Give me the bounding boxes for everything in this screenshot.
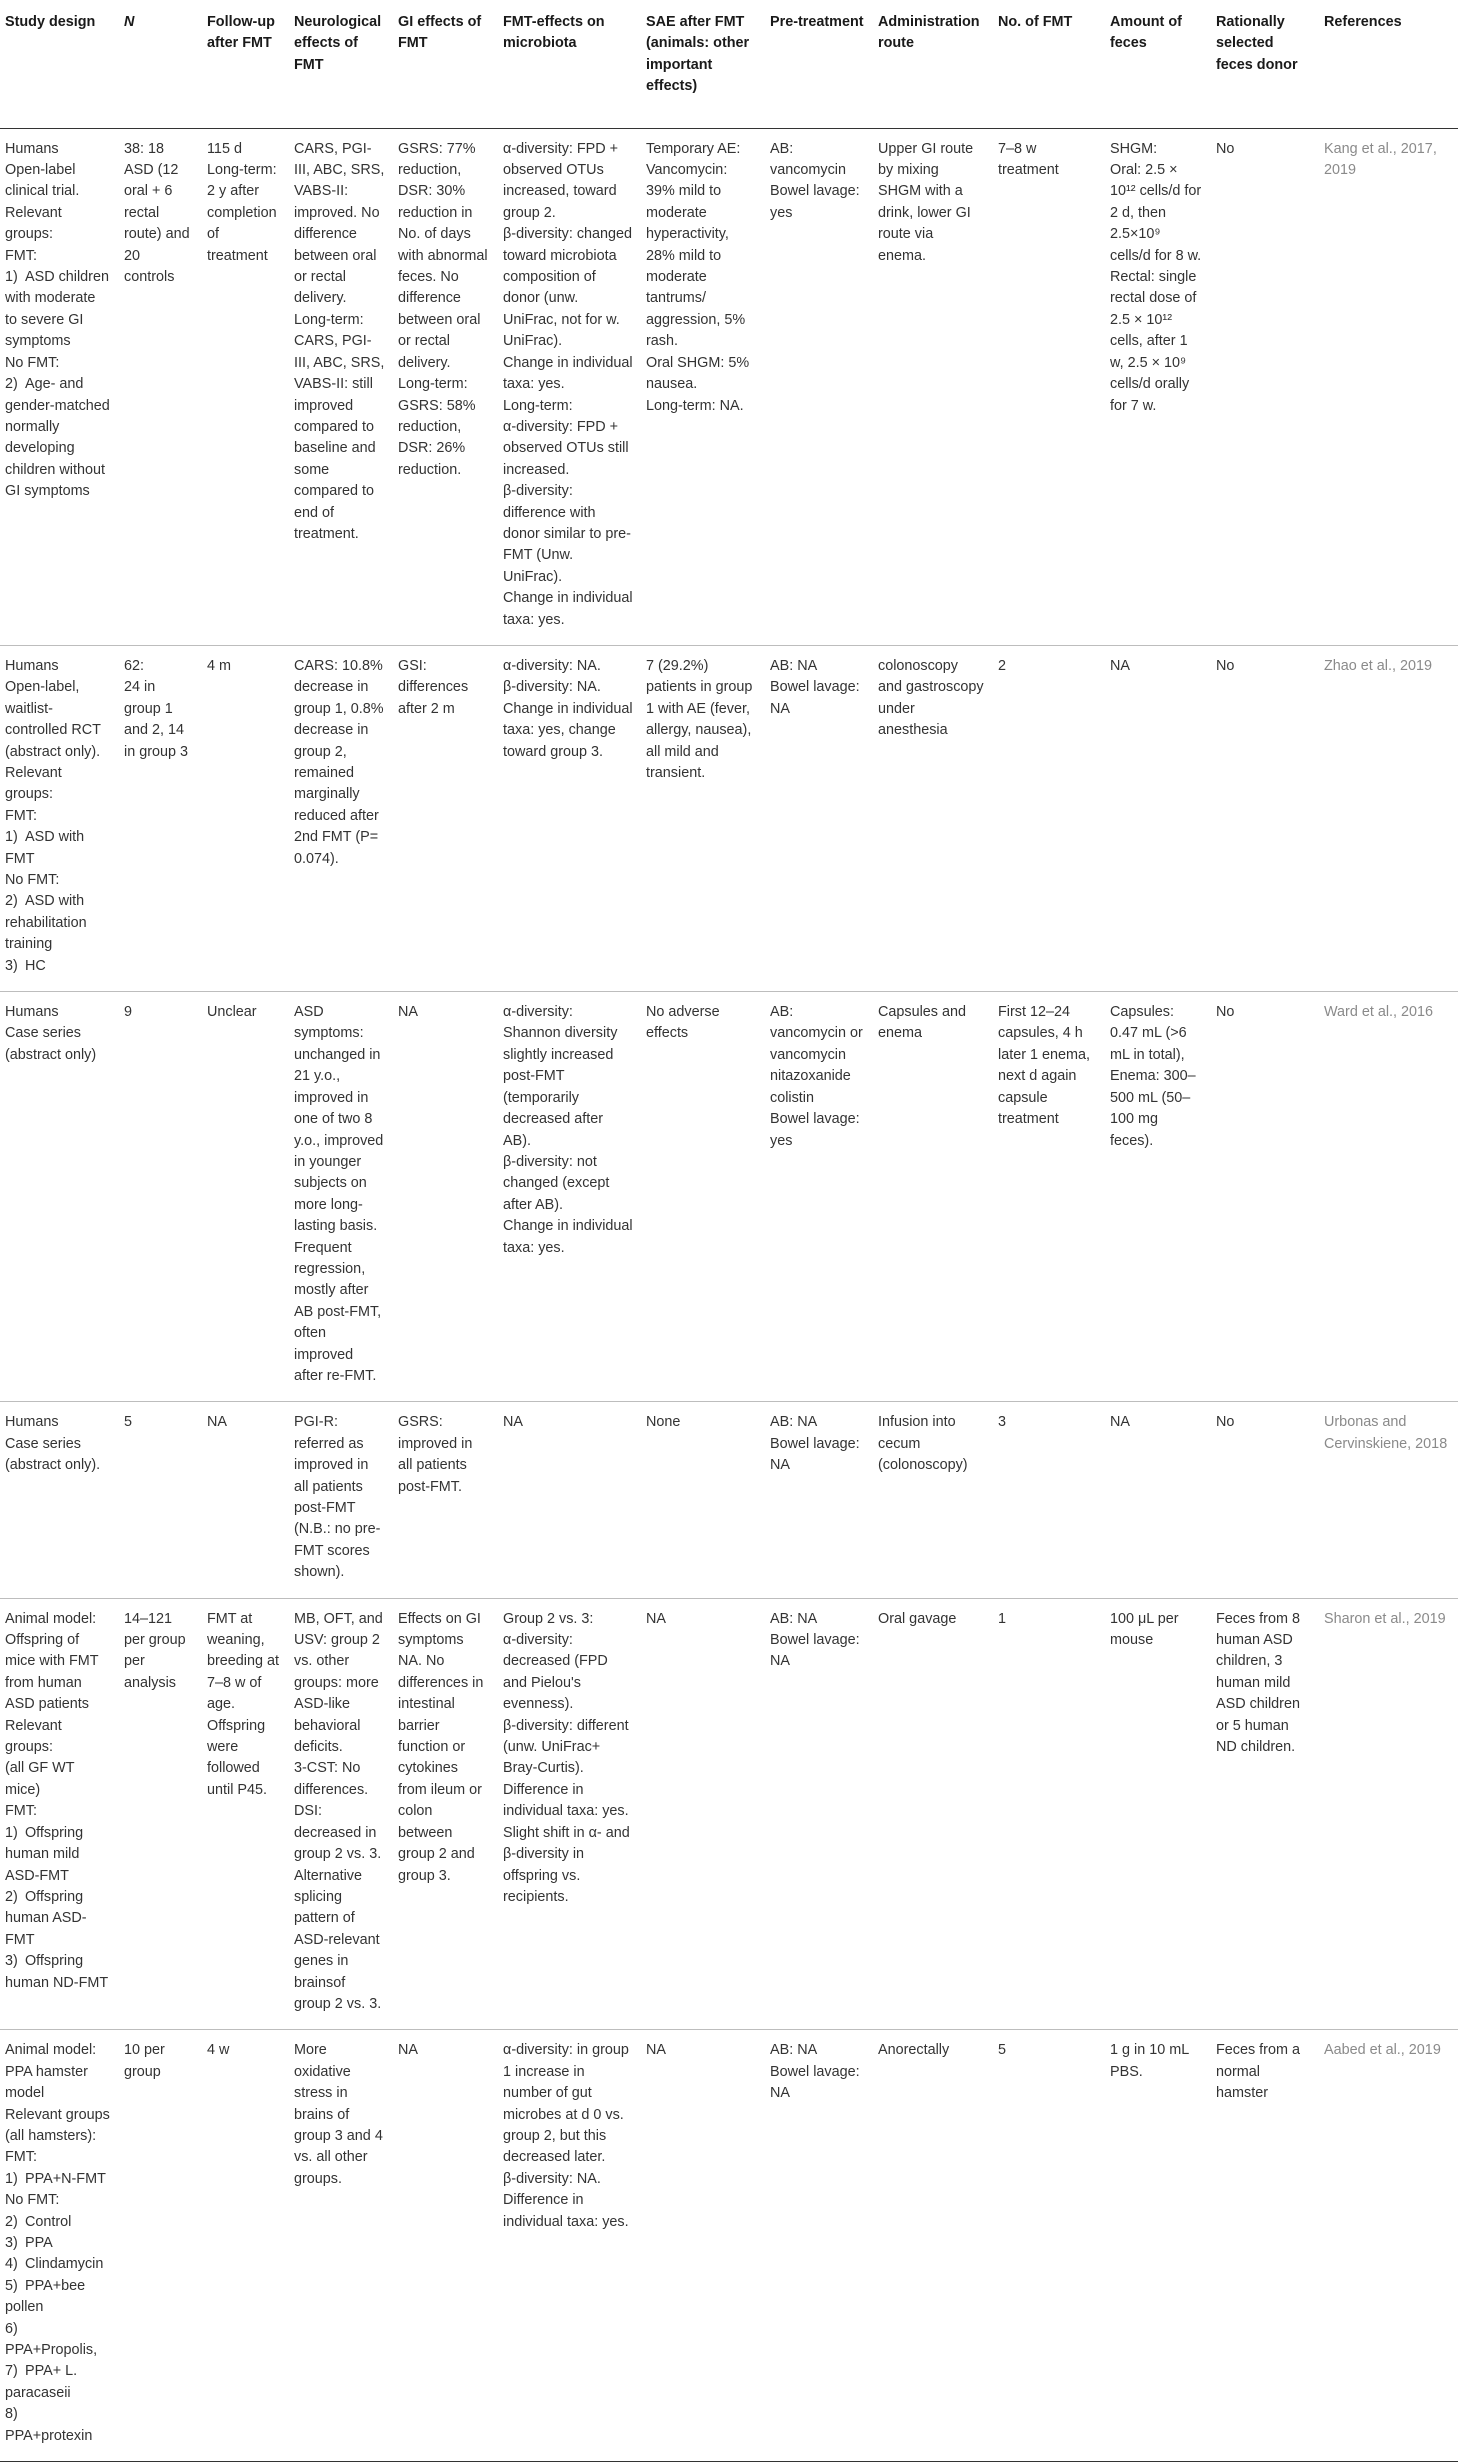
- cell-route: colonoscopy and gastroscopy under anesthesia: [873, 645, 993, 991]
- cell-amount: NA: [1105, 1402, 1211, 1598]
- cell-neuro: CARS: 10.8% decrease in group 1, 0.8% decrease in group 2, remained marginally reduced after 2nd FMT (P= 0.074).: [289, 645, 393, 991]
- column-header-design: Study design: [0, 0, 119, 128]
- column-header-sae: SAE after FMT (animals: other important effects): [641, 0, 765, 128]
- cell-nfmt: 5: [993, 2030, 1105, 2462]
- cell-refs: Zhao et al., 2019: [1319, 645, 1458, 991]
- cell-nfmt: 2: [993, 645, 1105, 991]
- column-header-refs: References: [1319, 0, 1458, 128]
- column-header-amount: Amount of feces: [1105, 0, 1211, 128]
- cell-route: Upper GI route by mixing SHGM with a drink, lower GI route via enema.: [873, 128, 993, 645]
- cell-sae: NA: [641, 2030, 765, 2462]
- cell-amount: NA: [1105, 645, 1211, 991]
- cell-micro: α-diversity: Shannon diversity slightly increased post-FMT (temporarily decreased after AB). β-diversity: not changed (except after AB). Change in individual taxa: yes.: [498, 992, 641, 1402]
- cell-n: 9: [119, 992, 202, 1402]
- cell-micro: α-diversity: in group 1 increase in number of gut microbes at d 0 vs. group 2, but this decreased later. β-diversity: NA. Difference in individual taxa: yes.: [498, 2030, 641, 2462]
- cell-gi: Effects on GI symptoms NA. No differences in intestinal barrier function or cytokines from ileum or colon between group 2 and group 3.: [393, 1598, 498, 2030]
- cell-design: Humans Case series (abstract only): [0, 992, 119, 1402]
- cell-followup: NA: [202, 1402, 289, 1598]
- cell-micro: Group 2 vs. 3: α-diversity: decreased (FPD and Pielou's evenness). β-diversity: different (unw. UniFrac+ Bray-Curtis). Difference in individual taxa: yes. Slight shift in α- and β-diversity in offspring vs. recipients.: [498, 1598, 641, 2030]
- table-row: [0, 128, 1458, 645]
- cell-nfmt: First 12–24 capsules, 4 h later 1 enema, next d again capsule treatment: [993, 992, 1105, 1402]
- cell-followup: 115 d Long-term: 2 y after completion of treatment: [202, 128, 289, 645]
- cell-refs: Kang et al., 2017, 2019: [1319, 128, 1458, 645]
- cell-amount: SHGM: Oral: 2.5 × 10¹² cells/d for 2 d, then 2.5×10⁹ cells/d for 8 w. Rectal: single rectal dose of 2.5 × 10¹² cells, after 1 w, 2.5 × 10⁹ cells/d orally for 7 w.: [1105, 128, 1211, 645]
- cell-pre: AB: NA Bowel lavage: NA: [765, 1402, 873, 1598]
- cell-donor: Feces from a normal hamster: [1211, 2030, 1319, 2462]
- cell-neuro: MB, OFT, and USV: group 2 vs. other groups: more ASD-like behavioral deficits. 3-CST: No differences. DSI: decreased in group 2 vs. 3. Alternative splicing pattern of ASD-relevant genes in brainsof group 2 vs. 3.: [289, 1598, 393, 2030]
- cell-sae: NA: [641, 1598, 765, 2030]
- cell-gi: GSI: differences after 2 m: [393, 645, 498, 991]
- cell-sae: None: [641, 1402, 765, 1598]
- cell-donor: Feces from 8 human ASD children, 3 human mild ASD children or 5 human ND children.: [1211, 1598, 1319, 2030]
- cell-gi: NA: [393, 2030, 498, 2462]
- cell-amount: 1 g in 10 mL PBS.: [1105, 2030, 1211, 2462]
- cell-gi: GSRS: improved in all patients post-FMT.: [393, 1402, 498, 1598]
- column-header-donor: Rationally selected feces donor: [1211, 0, 1319, 128]
- column-header-followup: Follow-up after FMT: [202, 0, 289, 128]
- column-header-pre: Pre-treatment: [765, 0, 873, 128]
- cell-neuro: PGI-R: referred as improved in all patients post-FMT (N.B.: no pre-FMT scores shown).: [289, 1402, 393, 1598]
- cell-donor: No: [1211, 992, 1319, 1402]
- table-row: [0, 992, 1458, 1402]
- cell-design: Animal model: PPA hamster model Relevant groups (all hamsters): FMT: 1) PPA+N-FMT No FMT: 2) Control 3) PPA 4) Clindamycin 5) PPA+bee pollen 6) PPA+Propolis, 7) PPA+ L. paracaseii 8) PPA+protexin: [0, 2030, 119, 2462]
- cell-route: Infusion into cecum (colonoscopy): [873, 1402, 993, 1598]
- column-header-neuro: Neurological effects of FMT: [289, 0, 393, 128]
- cell-route: Capsules and enema: [873, 992, 993, 1402]
- cell-design: Humans Open-label, waitlist-controlled RCT (abstract only). Relevant groups: FMT: 1) ASD with FMT No FMT: 2) ASD with rehabilitation training 3) HC: [0, 645, 119, 991]
- cell-pre: AB: NA Bowel lavage: NA: [765, 2030, 873, 2462]
- table-row: [0, 1598, 1458, 2030]
- cell-route: Oral gavage: [873, 1598, 993, 2030]
- cell-refs: Aabed et al., 2019: [1319, 2030, 1458, 2462]
- table-header: [0, 0, 1458, 128]
- cell-nfmt: 7–8 w treatment: [993, 128, 1105, 645]
- cell-n: 10 per group: [119, 2030, 202, 2462]
- cell-design: Animal model: Offspring of mice with FMT from human ASD patients Relevant groups: (all GF WT mice) FMT: 1) Offspring human mild ASD-FMT 2) Offspring human ASD-FMT 3) Offspring human ND-FMT: [0, 1598, 119, 2030]
- cell-pre: AB: NA Bowel lavage: NA: [765, 645, 873, 991]
- cell-donor: No: [1211, 1402, 1319, 1598]
- cell-sae: No adverse effects: [641, 992, 765, 1402]
- cell-n: 14–121 per group per analysis: [119, 1598, 202, 2030]
- cell-refs: Ward et al., 2016: [1319, 992, 1458, 1402]
- header-row: [0, 0, 1458, 128]
- cell-micro: NA: [498, 1402, 641, 1598]
- column-header-gi: GI effects of FMT: [393, 0, 498, 128]
- cell-gi: NA: [393, 992, 498, 1402]
- table-body: [0, 128, 1458, 2461]
- cell-followup: FMT at weaning, breeding at 7–8 w of age. Offspring were followed until P45.: [202, 1598, 289, 2030]
- cell-neuro: ASD symptoms: unchanged in 21 y.o., improved in one of two 8 y.o., improved in younger subjects on more long-lasting basis. Frequent regression, mostly after AB post-FMT, often improved after re-FMT.: [289, 992, 393, 1402]
- cell-amount: 100 μL per mouse: [1105, 1598, 1211, 2030]
- cell-followup: 4 w: [202, 2030, 289, 2462]
- cell-micro: α-diversity: FPD + observed OTUs increased, toward group 2. β-diversity: changed toward microbiota composition of donor (unw. UniFrac, not for w. UniFrac). Change in individual taxa: yes. Long-term: α-diversity: FPD + observed OTUs still increased. β-diversity: difference with donor similar to pre-FMT (Unw. UniFrac). Change in individual taxa: yes.: [498, 128, 641, 645]
- cell-n: 62: 24 in group 1 and 2, 14 in group 3: [119, 645, 202, 991]
- cell-design: Humans Open-label clinical trial. Relevant groups: FMT: 1) ASD children with moderate to severe GI symptoms No FMT: 2) Age- and gender-matched normally developing children without GI symptoms: [0, 128, 119, 645]
- cell-donor: No: [1211, 128, 1319, 645]
- cell-pre: AB: vancomycin or vancomycin nitazoxanide colistin Bowel lavage: yes: [765, 992, 873, 1402]
- cell-pre: AB: NA Bowel lavage: NA: [765, 1598, 873, 2030]
- cell-sae: 7 (29.2%) patients in group 1 with AE (fever, allergy, nausea), all mild and transient.: [641, 645, 765, 991]
- cell-design: Humans Case series (abstract only).: [0, 1402, 119, 1598]
- cell-refs: Urbonas and Cervinskiene, 2018: [1319, 1402, 1458, 1598]
- cell-amount: Capsules: 0.47 mL (>6 mL in total), Enema: 300–500 mL (50–100 mg feces).: [1105, 992, 1211, 1402]
- cell-sae: Temporary AE: Vancomycin: 39% mild to moderate hyperactivity, 28% mild to moderate tantrums/ aggression, 5% rash. Oral SHGM: 5% nausea. Long-term: NA.: [641, 128, 765, 645]
- cell-n: 38: 18 ASD (12 oral + 6 rectal route) and 20 controls: [119, 128, 202, 645]
- table-row: [0, 645, 1458, 991]
- column-header-micro: FMT-effects on microbiota: [498, 0, 641, 128]
- cell-neuro: More oxidative stress in brains of group 3 and 4 vs. all other groups.: [289, 2030, 393, 2462]
- table-row: [0, 2030, 1458, 2462]
- cell-route: Anorectally: [873, 2030, 993, 2462]
- cell-n: 5: [119, 1402, 202, 1598]
- cell-followup: 4 m: [202, 645, 289, 991]
- cell-refs: Sharon et al., 2019: [1319, 1598, 1458, 2030]
- cell-nfmt: 3: [993, 1402, 1105, 1598]
- cell-followup: Unclear: [202, 992, 289, 1402]
- table-row: [0, 1402, 1458, 1598]
- column-header-n: N: [119, 0, 202, 128]
- cell-nfmt: 1: [993, 1598, 1105, 2030]
- cell-gi: GSRS: 77% reduction, DSR: 30% reduction in No. of days with abnormal feces. No difference between oral or rectal delivery. Long-term: GSRS: 58% reduction, DSR: 26% reduction.: [393, 128, 498, 645]
- cell-pre: AB: vancomycin Bowel lavage: yes: [765, 128, 873, 645]
- column-header-route: Administration route: [873, 0, 993, 128]
- cell-micro: α-diversity: NA. β-diversity: NA. Change in individual taxa: yes, change toward group 3.: [498, 645, 641, 991]
- cell-neuro: CARS, PGI-III, ABC, SRS, VABS-II: improved. No difference between oral or rectal delivery. Long-term: CARS, PGI-III, ABC, SRS, VABS-II: still improved compared to baseline and some compared to end of treatment.: [289, 128, 393, 645]
- cell-donor: No: [1211, 645, 1319, 991]
- column-header-nfmt: No. of FMT: [993, 0, 1105, 128]
